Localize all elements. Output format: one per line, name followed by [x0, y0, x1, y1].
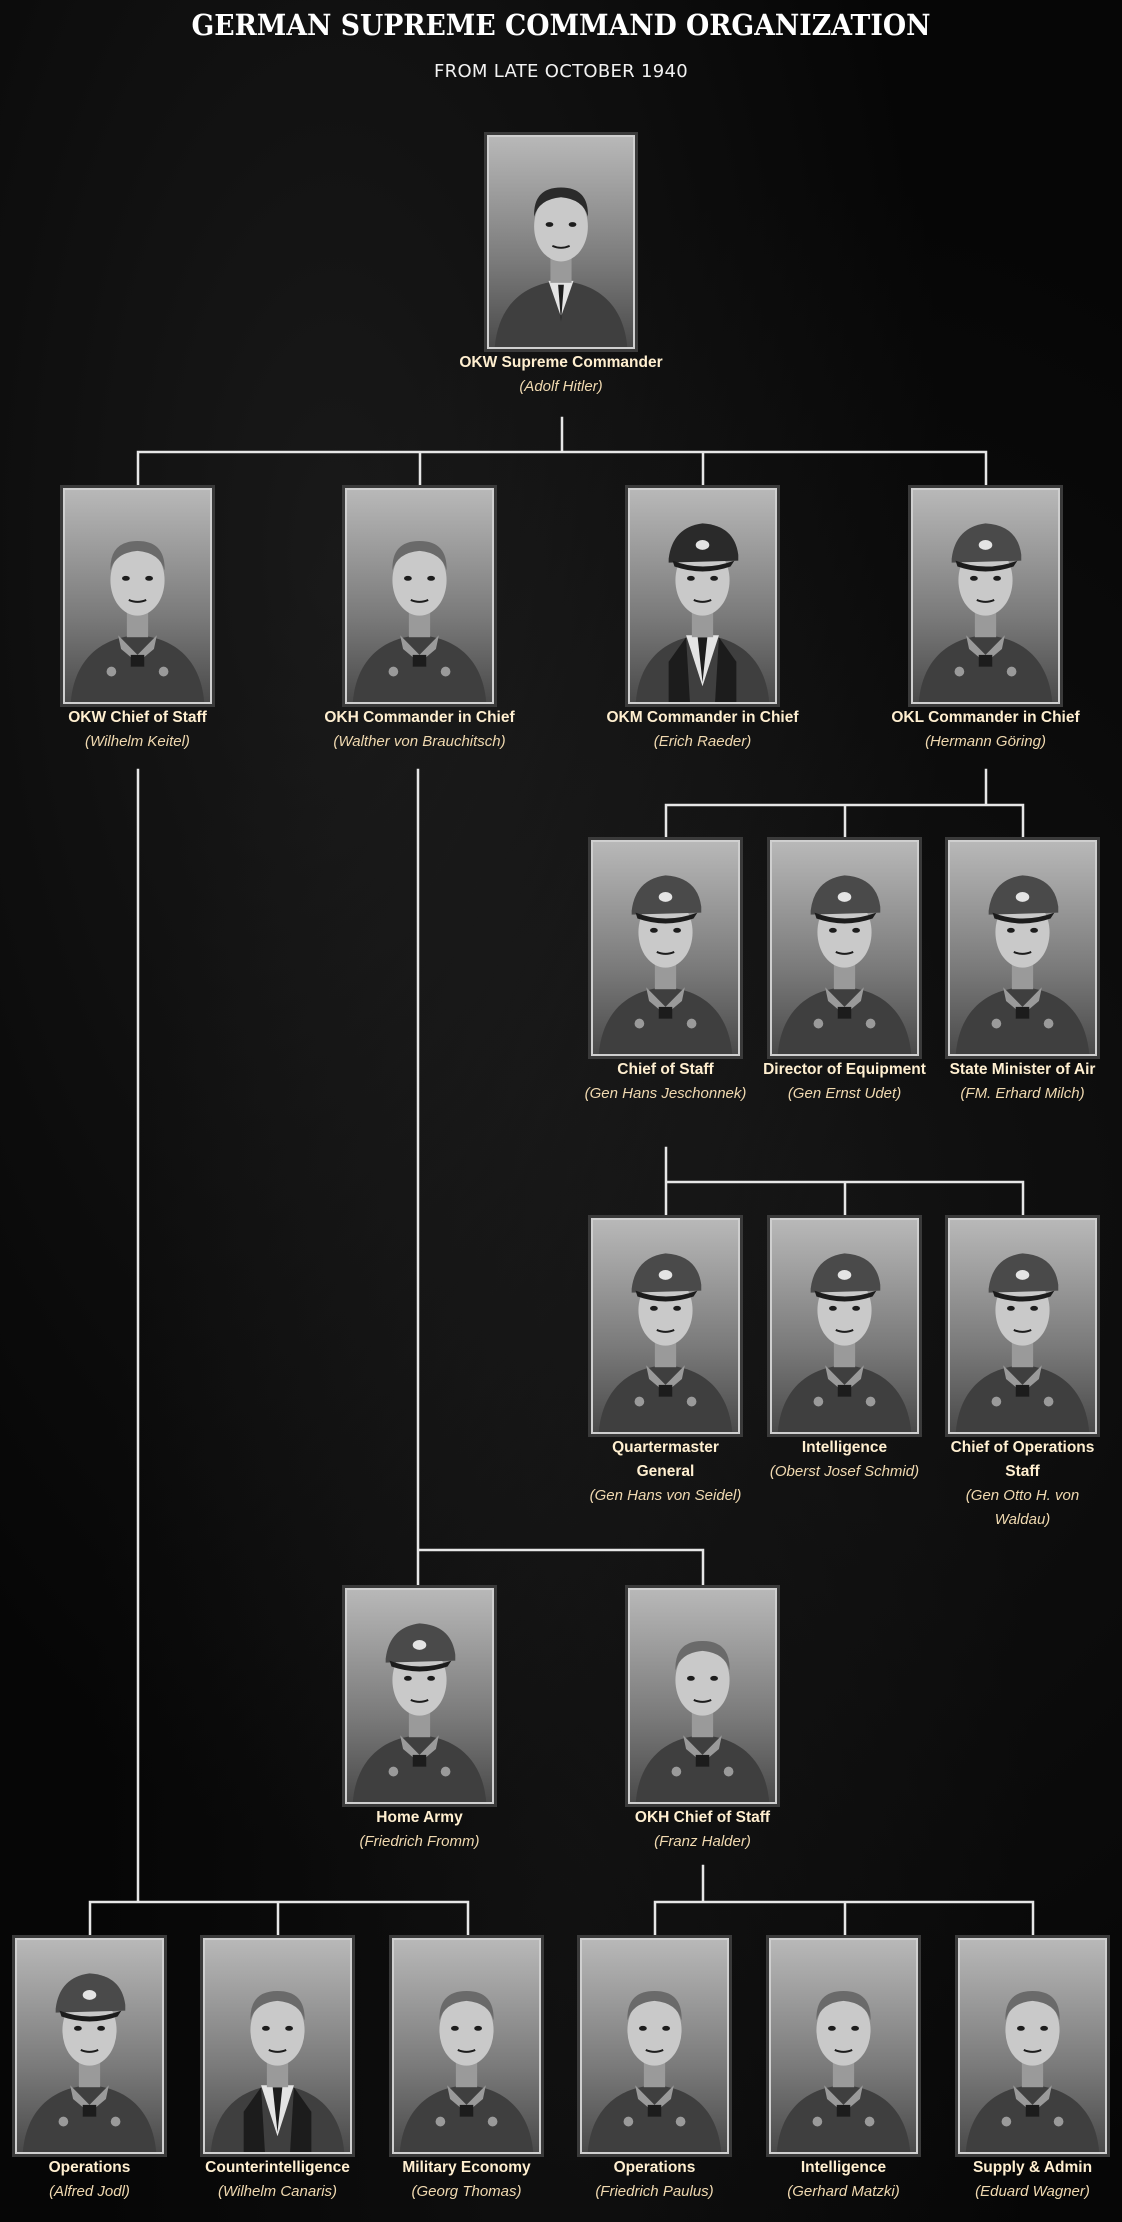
role-title: Director of Equipment — [763, 1061, 926, 1078]
person-name: (FM. Erhard Milch) — [960, 1085, 1085, 1102]
role-title: State Minister of Air — [949, 1061, 1096, 1078]
label-canaris — [186, 2156, 370, 2204]
role-title: Home Army — [376, 1809, 463, 1826]
person-name: (Georg Thomas) — [411, 2183, 522, 2200]
portrait-udet — [770, 840, 919, 1056]
person-name: (Gerhard Matzki) — [787, 2183, 900, 2200]
role-title: Counterintelligence — [205, 2159, 350, 2176]
role-title: OKL Commander in Chief — [891, 709, 1080, 726]
portrait-waldau — [948, 1218, 1097, 1434]
role-title: Military Economy — [402, 2159, 531, 2176]
person-name: (Wilhelm Keitel) — [85, 733, 190, 750]
person-name: (Friedrich Fromm) — [359, 1833, 480, 1850]
role-title: OKW Supreme Commander — [459, 354, 663, 371]
label-jodl — [0, 2156, 182, 2204]
person-name: (Adolf Hitler) — [519, 378, 603, 395]
label-waldau — [943, 1436, 1103, 1532]
node-seidel — [591, 1218, 740, 1554]
portrait-jodl — [15, 1938, 164, 2154]
person-name: (Walther von Brauchitsch) — [333, 733, 506, 750]
label-jeschonnek — [581, 1058, 751, 1106]
label-hitler — [441, 351, 681, 399]
portrait-canaris — [203, 1938, 352, 2154]
portrait-brauchitsch — [345, 488, 494, 704]
person-name: (Gen Otto H. von Waldau) — [965, 1487, 1080, 1528]
node-halder — [628, 1588, 777, 1924]
portrait-wagner — [958, 1938, 1107, 2154]
portrait-fromm — [345, 1588, 494, 1804]
label-milch — [938, 1058, 1108, 1106]
node-goring — [891, 488, 1080, 824]
label-fromm — [300, 1806, 540, 1854]
node-paulus — [580, 1938, 729, 2222]
node-hitler — [459, 135, 663, 469]
role-title: Intelligence — [801, 1439, 888, 1456]
person-name: (Gen Hans von Seidel) — [589, 1487, 742, 1504]
label-matzki — [752, 2156, 936, 2204]
page-subtitle: FROM LATE OCTOBER 1940 — [434, 61, 688, 82]
node-udet — [763, 840, 926, 1176]
label-raeder — [583, 706, 823, 754]
role-title: OKW Chief of Staff — [68, 709, 207, 726]
person-name: (Hermann Göring) — [925, 733, 1046, 750]
person-name: (Franz Halder) — [654, 1833, 751, 1850]
role-title: Operations — [48, 2159, 131, 2176]
role-title: OKM Commander in Chief — [606, 709, 799, 726]
label-wagner — [941, 2156, 1122, 2204]
role-title: Intelligence — [800, 2159, 887, 2176]
portrait-schmid — [770, 1218, 919, 1434]
role-title: Chief of Staff — [617, 1061, 714, 1078]
label-schmid — [765, 1436, 925, 1484]
portrait-raeder — [628, 488, 777, 704]
label-brauchitsch — [300, 706, 540, 754]
portrait-milch — [948, 840, 1097, 1056]
label-seidel — [586, 1436, 746, 1508]
portrait-matzki — [769, 1938, 918, 2154]
person-name: (Eduard Wagner) — [975, 2183, 1090, 2200]
node-keitel — [63, 488, 212, 824]
portrait-seidel — [591, 1218, 740, 1434]
node-fromm — [345, 1588, 494, 1924]
portrait-halder — [628, 1588, 777, 1804]
node-schmid — [770, 1218, 919, 1554]
page-title: GERMAN SUPREME COMMAND ORGANIZATION — [191, 8, 931, 42]
portrait-hitler — [487, 135, 635, 349]
node-canaris — [203, 1938, 352, 2222]
person-name: (Erich Raeder) — [653, 733, 752, 750]
person-name: (Gen Ernst Udet) — [787, 1085, 902, 1102]
node-matzki — [769, 1938, 918, 2222]
node-thomas — [392, 1938, 541, 2222]
node-waldau — [948, 1218, 1097, 1554]
person-name: (Alfred Jodl) — [49, 2183, 130, 2200]
node-jeschonnek — [584, 840, 747, 1176]
role-title: Operations — [613, 2159, 696, 2176]
node-wagner — [958, 1938, 1107, 2222]
node-brauchitsch — [324, 488, 515, 824]
role-title: Chief of Operations Staff — [950, 1439, 1095, 1480]
role-title: OKH Chief of Staff — [634, 1809, 771, 1826]
label-halder — [583, 1806, 823, 1854]
node-raeder — [606, 488, 799, 824]
label-keitel — [18, 706, 258, 754]
person-name: (Wilhelm Canaris) — [217, 2183, 338, 2200]
label-paulus — [563, 2156, 747, 2204]
portrait-keitel — [63, 488, 212, 704]
node-milch — [948, 840, 1097, 1176]
portrait-goring — [911, 488, 1060, 704]
label-udet — [760, 1058, 930, 1106]
portrait-thomas — [392, 1938, 541, 2154]
label-thomas — [375, 2156, 559, 2204]
person-name: (Gen Hans Jeschonnek) — [584, 1085, 747, 1102]
label-goring — [866, 706, 1106, 754]
portrait-paulus — [580, 1938, 729, 2154]
node-jodl — [15, 1938, 164, 2222]
person-name: (Oberst Josef Schmid) — [769, 1463, 920, 1480]
role-title: Supply & Admin — [972, 2159, 1093, 2176]
role-title: OKH Commander in Chief — [324, 709, 515, 726]
person-name: (Friedrich Paulus) — [595, 2183, 714, 2200]
portrait-jeschonnek — [591, 840, 740, 1056]
role-title: Quartermaster General — [612, 1439, 719, 1480]
